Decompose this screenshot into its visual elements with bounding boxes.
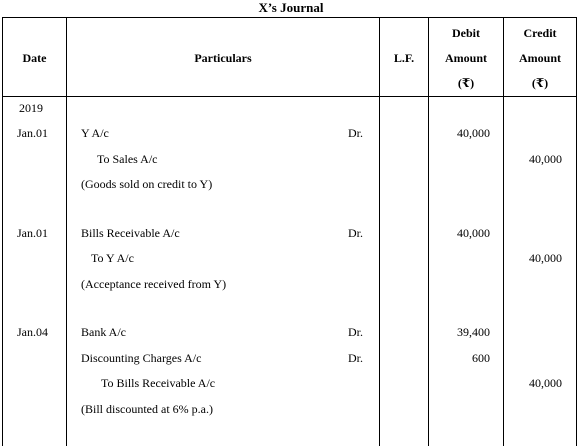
debit-amount: 39,400: [457, 325, 490, 339]
col-divider-particulars: [379, 17, 380, 446]
dr-marker: Dr.: [348, 351, 363, 365]
journal-title: X’s Journal: [258, 0, 324, 15]
narration: (Goods sold on credit to Y): [81, 177, 213, 191]
entry-line-text: Bank A/c: [81, 325, 126, 339]
header-date: Date: [22, 51, 47, 65]
entry-line-text: To Sales A/c: [97, 152, 158, 166]
entry-date: Jan.01: [17, 126, 48, 140]
narration: (Bill discounted at 6% p.a.): [81, 402, 213, 416]
dr-marker: Dr.: [348, 226, 363, 240]
header-credit-1: Credit: [523, 26, 557, 40]
header-lf: L.F.: [393, 51, 415, 65]
narration: (Acceptance received from Y): [81, 277, 227, 291]
credit-amount: 40,000: [529, 376, 562, 390]
entry-date: Jan.04: [17, 325, 48, 339]
year-label: 2019: [19, 101, 43, 115]
credit-amount: 40,000: [529, 152, 562, 166]
dr-marker: Dr.: [348, 325, 363, 339]
header-credit-3: (₹): [531, 76, 549, 90]
col-divider-date: [66, 17, 67, 446]
entry-line-text: Bills Receivable A/c: [81, 226, 180, 240]
header-debit-1: Debit: [452, 26, 480, 40]
debit-amount: 600: [472, 351, 490, 365]
entry-date: Jan.01: [17, 226, 48, 240]
header-debit-2: Amount: [444, 51, 487, 65]
debit-amount: 40,000: [457, 126, 490, 140]
header-particulars: Particulars: [194, 51, 252, 65]
header-debit-3: (₹): [457, 76, 475, 90]
entry-line-text: To Bills Receivable A/c: [101, 376, 216, 390]
entry-line-text: Discounting Charges A/c: [81, 351, 202, 365]
credit-amount: 40,000: [529, 251, 562, 265]
entry-line-text: To Y A/c: [91, 251, 134, 265]
entry-line-text: Y A/c: [81, 126, 109, 140]
header-rule: [2, 96, 577, 97]
debit-amount: 40,000: [457, 226, 490, 240]
dr-marker: Dr.: [348, 126, 363, 140]
header-credit-2: Amount: [518, 51, 561, 65]
